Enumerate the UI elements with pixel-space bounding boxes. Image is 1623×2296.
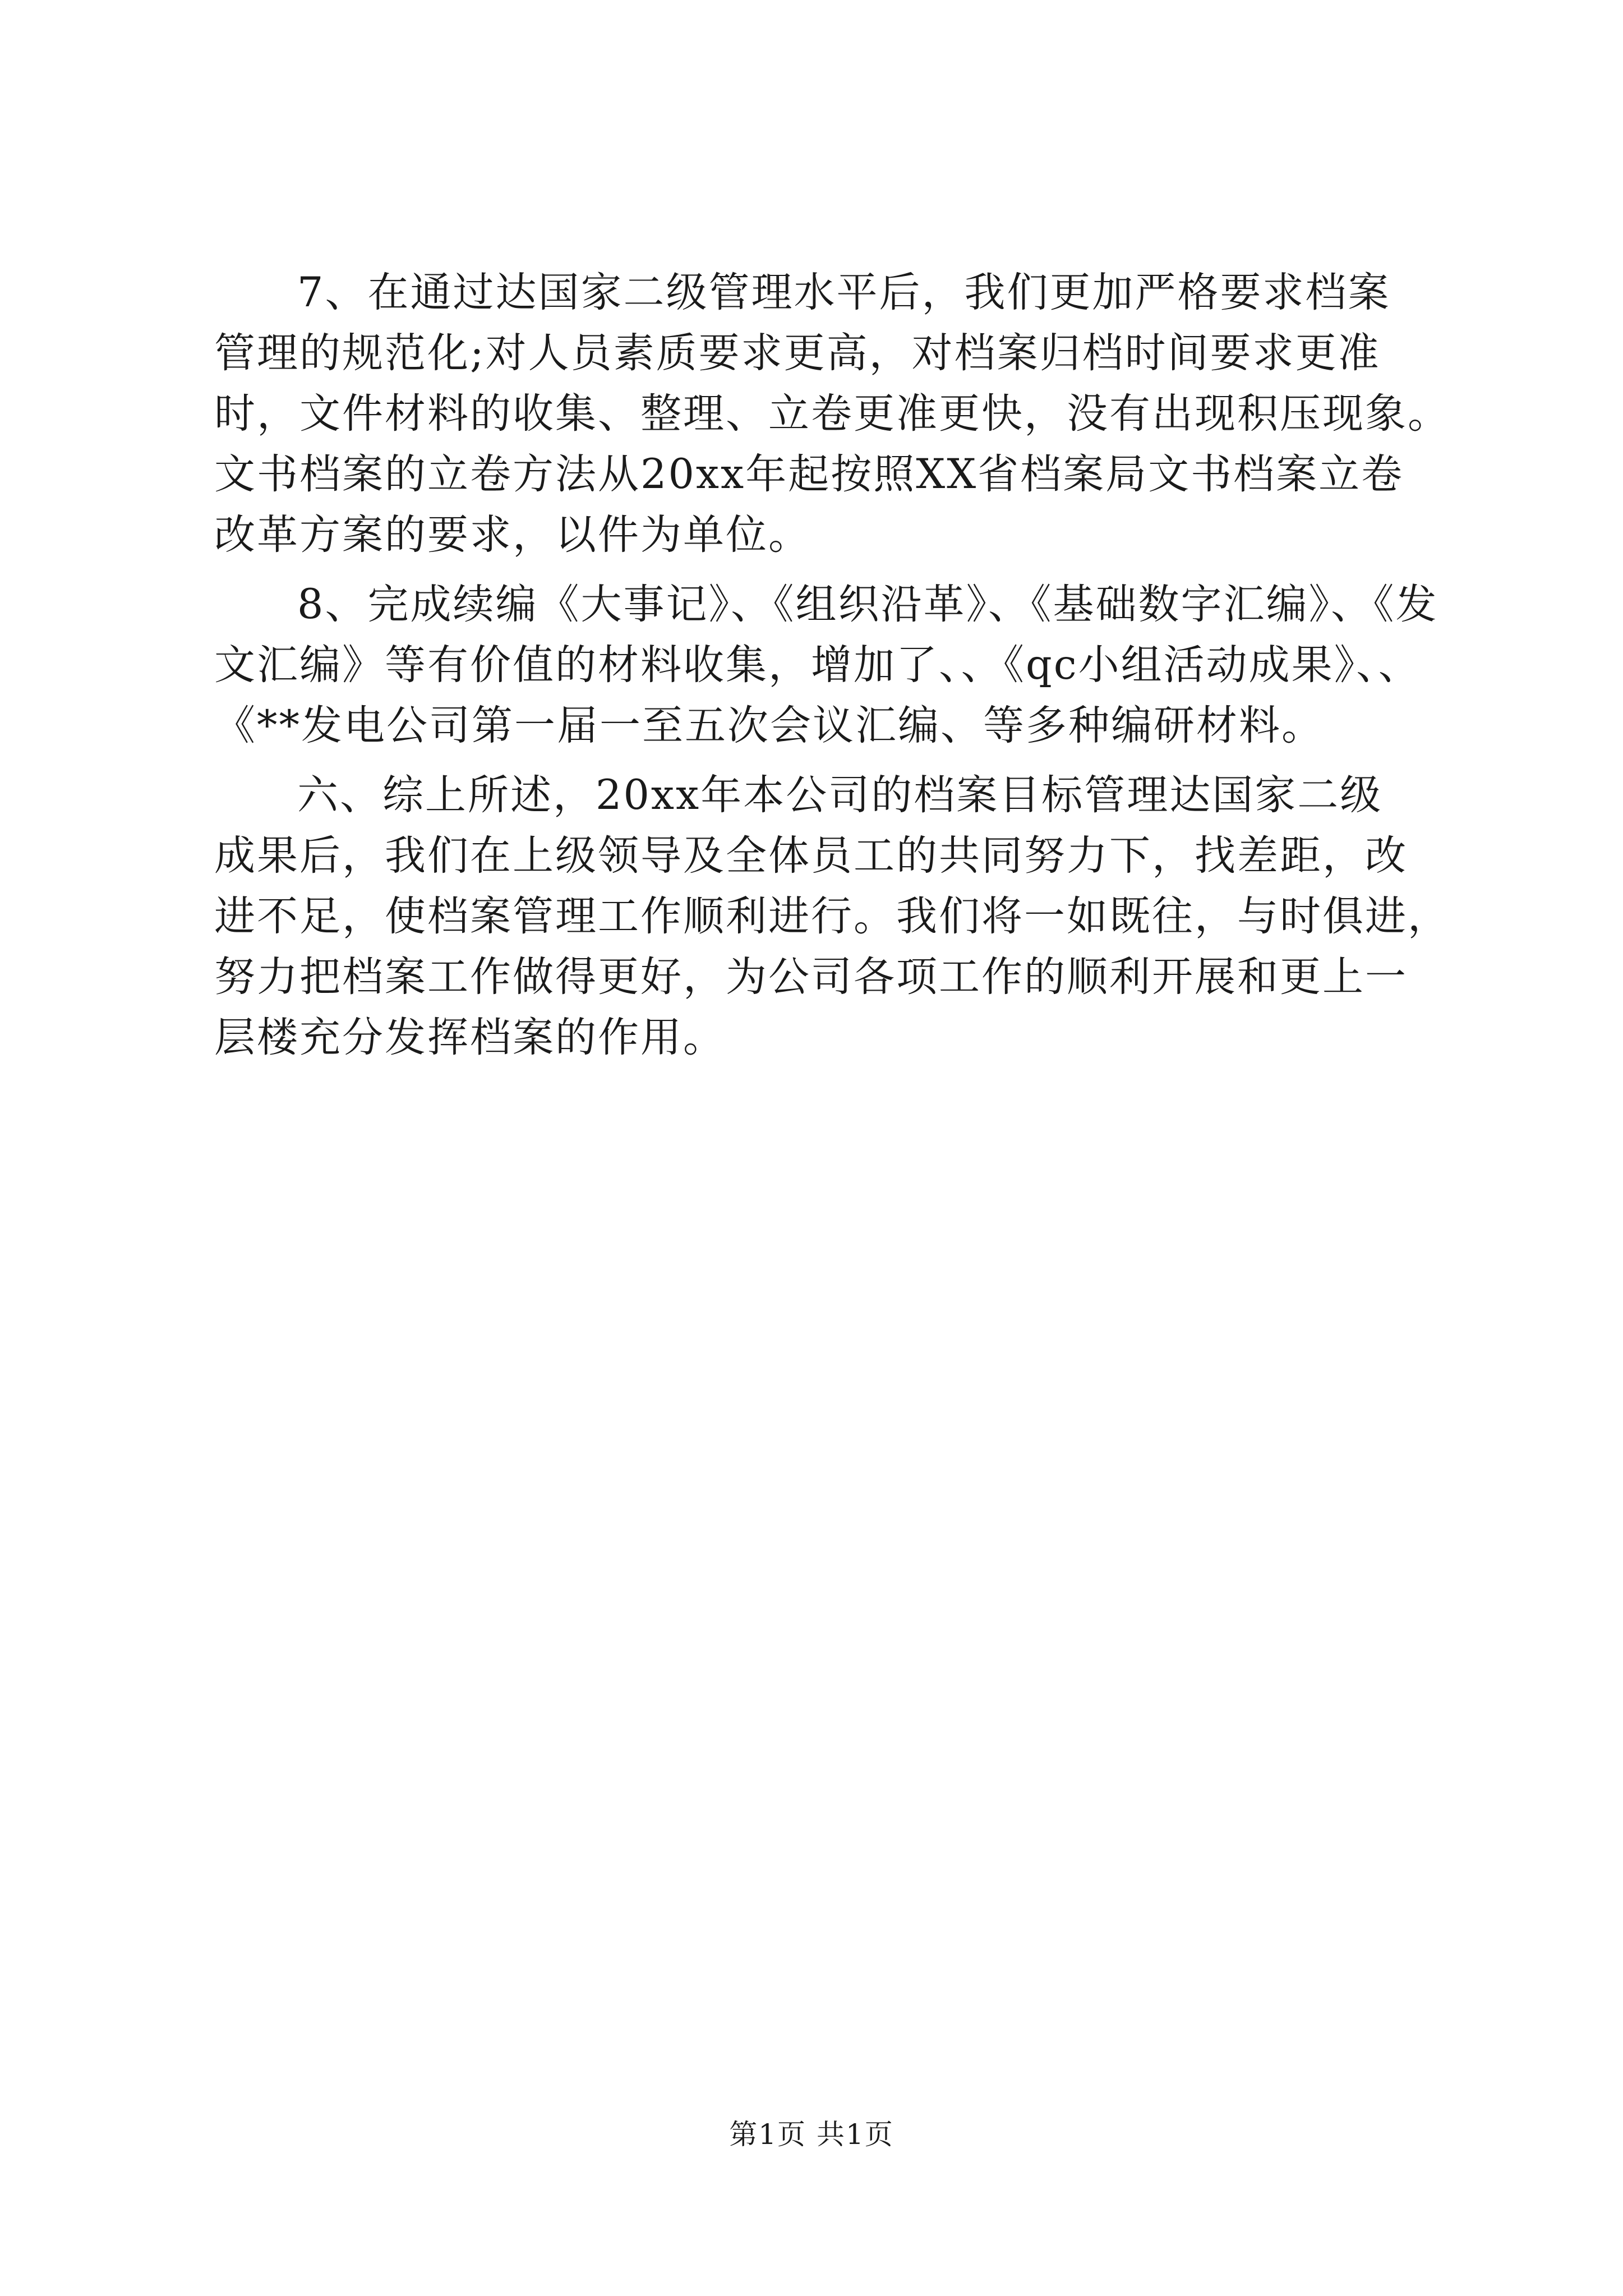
paragraph-line: 《**发电公司第一届一至五次会议汇编、等多种编研材料。 <box>214 702 1324 749</box>
paragraph-line: 7、在通过达国家二级管理水平后，我们更加严格要求档案 <box>297 269 1391 316</box>
paragraph-line: 努力把档案工作做得更好，为公司各项工作的顺利开展和更上一 <box>214 953 1408 1001</box>
page-number-footer: 第1页 共1页 <box>729 2118 894 2151</box>
paragraph-conclusion <box>214 765 1450 1068</box>
document-body <box>214 263 1450 1068</box>
paragraph-item-7 <box>214 263 1450 565</box>
paragraph-item-8 <box>214 574 1438 756</box>
paragraph-line: 改革方案的要求，以件为单位。 <box>214 511 811 559</box>
paragraph-line: 时，文件材料的收集、整理、立卷更准更快，没有出现积压现象。 <box>214 390 1450 438</box>
paragraph-line: 管理的规范化;对人员素质要求更高，对档案归档时间要求更准 <box>214 329 1381 377</box>
paragraph-line: 层楼充分发挥档案的作用。 <box>214 1014 726 1061</box>
paragraph-line: 成果后，我们在上级领导及全体员工的共同努力下，找差距，改 <box>214 832 1408 880</box>
paragraph-line: 文书档案的立卷方法从20xx年起按照XX省档案局文书档案立卷 <box>214 450 1404 498</box>
paragraph-line: 进不足，使档案管理工作顺利进行。我们将一如既往，与时俱进， <box>214 892 1450 940</box>
paragraph-line: 8、完成续编《大事记》、《组织沿革》、《基础数字汇编》、《发 <box>297 581 1438 628</box>
paragraph-line: 六、综上所述，20xx年本公司的档案目标管理达国家二级 <box>297 771 1383 819</box>
paragraph-line: 文汇编》等有价值的材料收集，增加了、、《qc小组活动成果》、、 <box>214 641 1421 689</box>
